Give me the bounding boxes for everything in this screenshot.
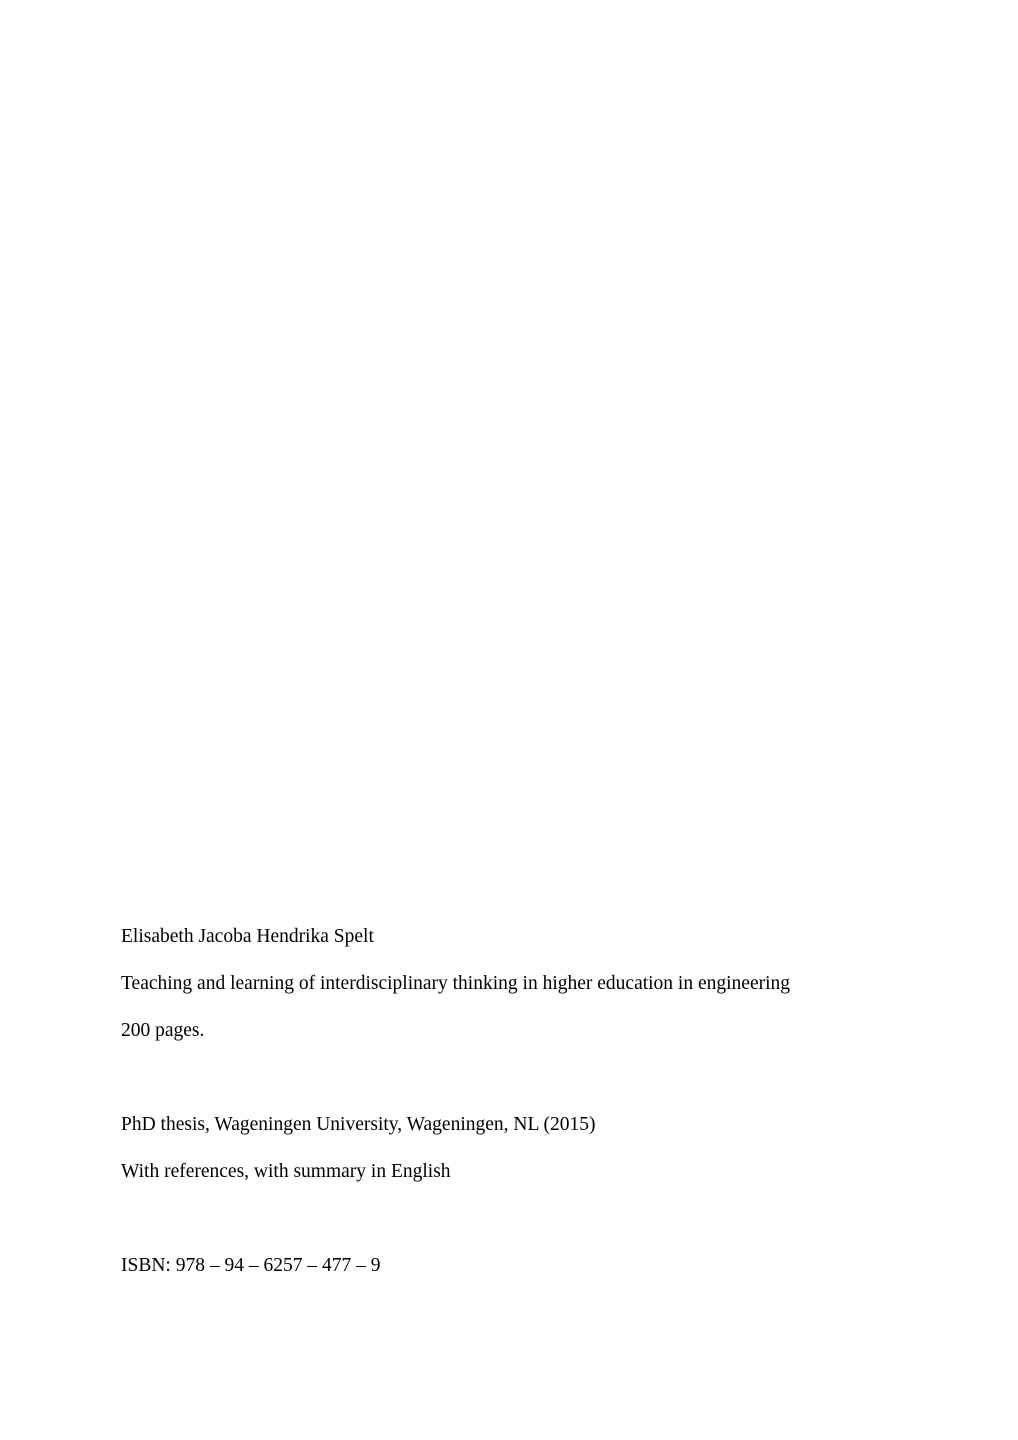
author-name: Elisabeth Jacoba Hendrika Spelt [121,926,374,947]
thesis-info: PhD thesis, Wageningen University, Wageningen, NL (2015) [121,1114,596,1135]
page-count: 200 pages. [121,1020,205,1041]
references-note: With references, with summary in English [121,1161,451,1182]
thesis-title: Teaching and learning of interdisciplinary thinking in higher education in engineering [121,973,791,994]
isbn: ISBN: 978 – 94 – 6257 – 477 – 9 [121,1255,381,1276]
